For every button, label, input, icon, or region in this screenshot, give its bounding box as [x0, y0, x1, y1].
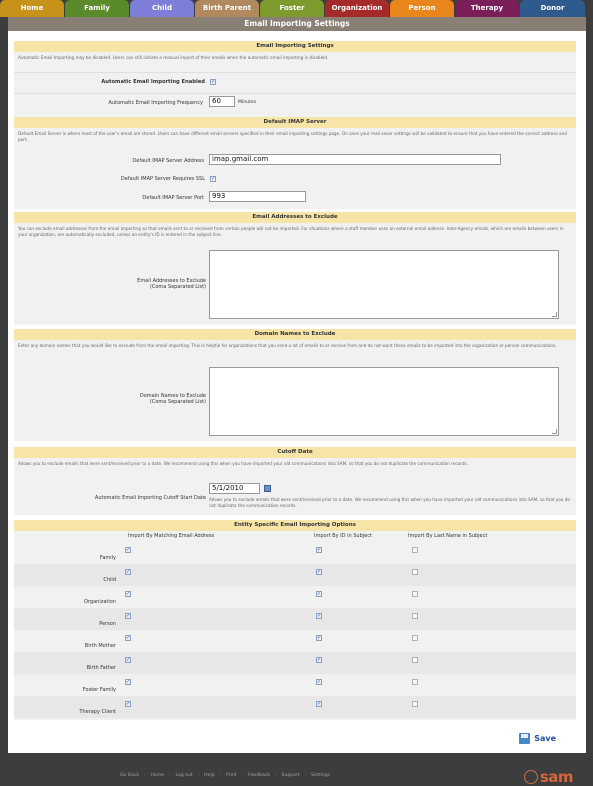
column-header-id: Import By ID in Subject [314, 533, 372, 539]
footer-separator: · [169, 773, 171, 778]
footer-link-home[interactable]: Home [150, 773, 165, 778]
exclude-emails-label [14, 278, 206, 290]
exclude-domains-textarea[interactable] [209, 367, 559, 436]
footer-separator: · [143, 773, 146, 778]
entity-row [14, 696, 576, 718]
entity-options-section [14, 520, 576, 720]
match-email-checkbox[interactable]: ✓ [126, 591, 131, 597]
footer-separator: · [197, 773, 200, 778]
id-in-subject-checkbox[interactable]: ✓ [317, 657, 322, 663]
entity-row [14, 608, 576, 630]
frequency-unit: Minutes [238, 100, 257, 105]
imap-address-input[interactable]: imap.gmail.com [209, 154, 501, 165]
imap-ssl-label: Default IMAP Server Requires SSL [120, 176, 205, 182]
section-header: Email Importing Settings [14, 41, 576, 52]
label-line: Domain Names to Exclude [139, 393, 206, 399]
id-in-subject-checkbox[interactable]: ✓ [317, 591, 322, 597]
entity-label: Child [103, 577, 116, 583]
entity-label: Birth Mother [84, 643, 116, 649]
cutoff-date-input[interactable]: 5/1/2010 [209, 483, 260, 494]
last-name-checkbox[interactable] [412, 679, 418, 685]
imap-server-section [14, 117, 576, 209]
match-email-checkbox[interactable]: ✓ [126, 679, 131, 685]
settings-content [8, 31, 586, 753]
email-importing-section [14, 41, 576, 119]
footer-link-go-back[interactable]: Go Back [120, 773, 139, 778]
match-email-checkbox[interactable]: ✓ [126, 657, 131, 663]
divider [14, 93, 576, 94]
match-email-checkbox[interactable]: ✓ [126, 635, 131, 641]
cutoff-date-section [14, 447, 576, 515]
last-name-checkbox[interactable] [412, 635, 418, 641]
tab-therapy[interactable]: Therapy [455, 0, 519, 17]
resize-grip-icon[interactable] [552, 312, 557, 317]
exclude-domains-label [14, 393, 206, 405]
footer-separator: · [304, 773, 307, 778]
column-header-email: Import By Matching Email Address [128, 533, 215, 539]
entity-label: Foster Family [82, 687, 116, 693]
floppy-disk-icon [519, 733, 530, 744]
logo-text: sam [539, 768, 573, 786]
entity-label: Therapy Client [79, 709, 116, 715]
match-email-checkbox[interactable]: ✓ [126, 701, 131, 707]
tab-birth-parent[interactable]: Birth Parent [195, 0, 259, 17]
entity-label: Family [99, 555, 116, 561]
page-title: Email Importing Settings [8, 17, 586, 31]
tab-person[interactable]: Person [390, 0, 454, 17]
footer-link-settings[interactable]: Settings [311, 773, 331, 778]
section-header: Domain Names to Exclude [14, 329, 576, 340]
cutoff-date-label: Automatic Email Importing Cutoff Start Date [94, 495, 206, 501]
cutoff-date-hint: Allows you to exclude emails that were sent/received prior to a date. We recommend using this when you have imported your old communications into SAM, so that you do not duplicate the communication records. [209, 497, 570, 508]
footer-link-feedback[interactable]: Feedback [248, 773, 271, 778]
resize-grip-icon[interactable] [552, 429, 557, 434]
tab-child[interactable]: Child [130, 0, 194, 17]
last-name-checkbox[interactable] [412, 657, 418, 663]
footer-link-help[interactable]: Help [204, 773, 215, 778]
label-line: Email Addresses to Exclude [137, 278, 206, 284]
imap-port-input[interactable]: 993 [209, 191, 306, 202]
tab-home[interactable]: Home [0, 0, 64, 17]
section-description: Default Email Server is where most of the user's email are stored. Users can have different email servers specified in their email importing settings page. On save your mail sever settings will be validated to ensure that you have entered the correct address and port. [18, 131, 567, 142]
exclude-emails-section [14, 212, 576, 325]
match-email-checkbox[interactable]: ✓ [126, 613, 131, 619]
match-email-checkbox[interactable]: ✓ [126, 569, 131, 575]
importing-frequency-label: Automatic Email Importing Frequency [108, 100, 203, 106]
sam-logo [524, 768, 573, 786]
id-in-subject-checkbox[interactable]: ✓ [317, 547, 322, 553]
exclude-domains-section [14, 329, 576, 441]
entity-row [14, 630, 576, 652]
section-header: Cutoff Date [14, 447, 576, 458]
last-name-checkbox[interactable] [412, 591, 418, 597]
last-name-checkbox[interactable] [412, 547, 418, 553]
importing-enabled-label: Automatic Email Importing Enabled [101, 79, 205, 85]
exclude-emails-textarea[interactable] [209, 250, 559, 319]
section-header: Default IMAP Server [14, 117, 576, 128]
match-email-checkbox[interactable]: ✓ [126, 547, 131, 553]
save-label: Save [534, 734, 556, 743]
imap-address-label: Default IMAP Server Address [132, 158, 204, 164]
entity-row [14, 586, 576, 608]
label-line: (Coma Separated List) [149, 284, 206, 290]
entity-row [14, 564, 576, 586]
id-in-subject-checkbox[interactable]: ✓ [317, 701, 322, 707]
importing-frequency-input[interactable]: 60 [209, 96, 235, 107]
main-nav-tabs [0, 0, 593, 17]
last-name-checkbox[interactable] [412, 569, 418, 575]
tab-family[interactable]: Family [65, 0, 129, 17]
id-in-subject-checkbox[interactable]: ✓ [317, 679, 322, 685]
entity-label: Person [99, 621, 116, 627]
calendar-icon[interactable] [264, 485, 271, 492]
logo-icon [524, 770, 538, 784]
tab-foster[interactable]: Foster [260, 0, 324, 17]
imap-port-label: Default IMAP Server Port [142, 195, 204, 201]
section-header: Email Addresses to Exclude [14, 212, 576, 223]
imap-ssl-checkbox[interactable]: ✓ [211, 176, 216, 182]
footer-link-log-out[interactable]: Log out [175, 773, 193, 778]
id-in-subject-checkbox[interactable]: ✓ [317, 569, 322, 575]
entity-label: Organization [84, 599, 116, 605]
section-description: Enter any domain names that you would like to exclude from the email importing. This is helpful for organizations that you send a lot of emails to or receive from and do not want these emails to be imported into the organization or person communications. [18, 343, 557, 348]
entity-label: Birth Father [86, 665, 116, 671]
footer [0, 768, 593, 786]
footer-separator: · [219, 773, 222, 778]
footer-link-support[interactable]: Support [281, 773, 300, 778]
entity-row [14, 542, 576, 564]
last-name-checkbox[interactable] [412, 701, 418, 707]
section-description: Allows you to exclude emails that were sent/received prior to a date. We recommend using this when you have imported your old communications into SAM, so that you do not duplicate the communication records. [18, 461, 469, 466]
footer-links [120, 773, 330, 778]
footer-link-print[interactable]: Print [226, 773, 237, 778]
last-name-checkbox[interactable] [412, 613, 418, 619]
footer-separator: · [241, 773, 244, 778]
footer-separator: · [275, 773, 277, 778]
section-description: You can exclude email addresses from the email importing so that emails sent to or received from certain people will not be imported. For situations where a staff member uses an external email address. Inter-Agency emails, which are emails between users in your organization, are automatically excluded, unless an entity's ID is entered in the subject line. [18, 226, 564, 237]
entity-row [14, 674, 576, 696]
divider [14, 72, 576, 73]
entity-row [14, 652, 576, 674]
tab-organization[interactable]: Organization [325, 0, 389, 17]
column-header-lastname: Import By Last Name in Subject [408, 533, 488, 539]
save-button[interactable] [519, 733, 556, 744]
tab-donor[interactable]: Donor [520, 0, 585, 17]
importing-enabled-checkbox[interactable]: ✓ [211, 79, 216, 85]
id-in-subject-checkbox[interactable]: ✓ [317, 635, 322, 641]
id-in-subject-checkbox[interactable]: ✓ [317, 613, 322, 619]
label-line: (Coma Separated List) [149, 399, 206, 405]
section-header: Entity Specific Email Importing Options [14, 520, 576, 531]
section-description: Automatic Email Importing may be disabled. Users can still initiate a manual import of their emails when the automatic email importing is disabled. [18, 55, 329, 60]
